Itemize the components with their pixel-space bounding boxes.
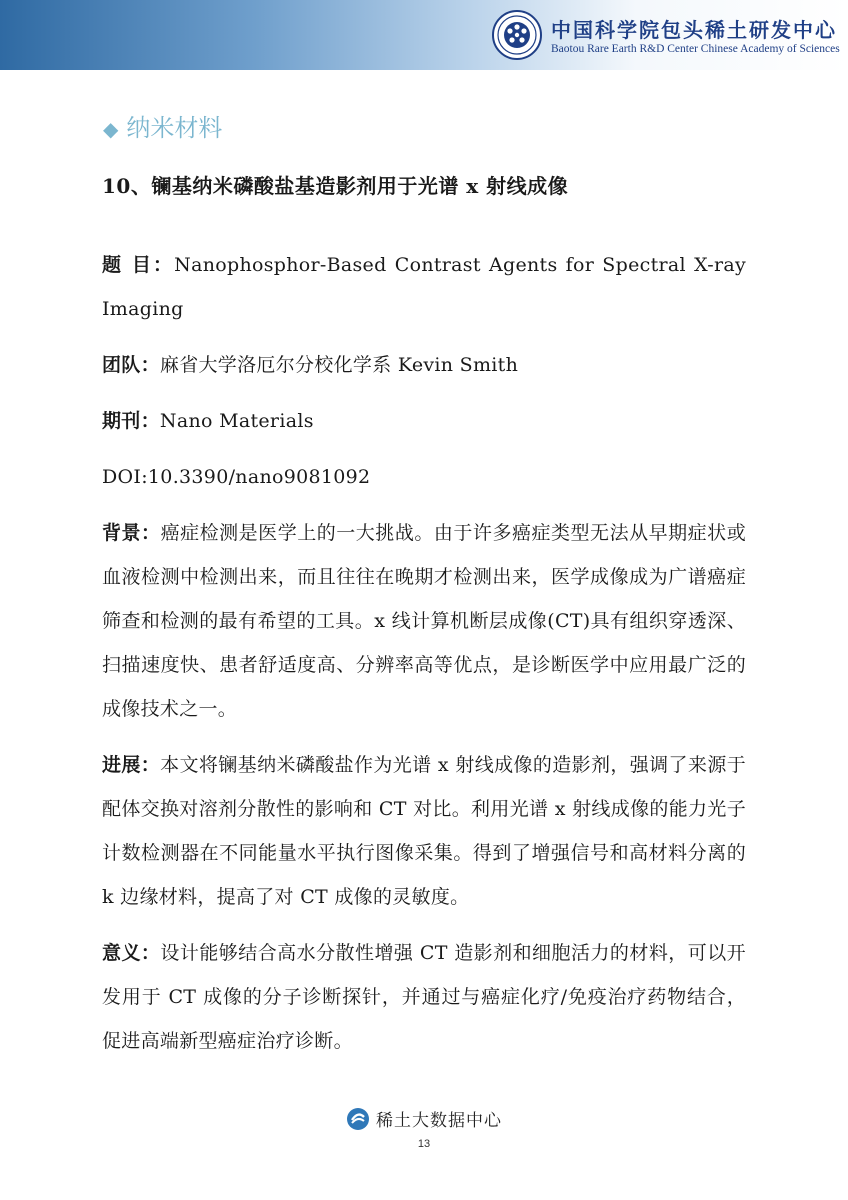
article-title: 10、镧基纳米磷酸盐基造影剂用于光谱 x 射线成像: [102, 174, 569, 198]
background-label: 背景：: [102, 522, 161, 544]
significance-label: 意义：: [102, 942, 161, 964]
journal-value: Nano Materials: [159, 410, 314, 432]
journal-label: 期刊：: [102, 410, 160, 432]
significance-paragraph: [102, 931, 746, 1063]
article-body: [102, 170, 746, 1075]
org-name-chinese: 中国科学院包头稀土研发中心: [551, 18, 837, 42]
diamond-bullet-icon: ◆: [103, 117, 119, 141]
topic-paragraph: [102, 243, 746, 331]
team-label: 团队：: [102, 354, 160, 376]
section-title: 纳米材料: [126, 114, 223, 142]
team-paragraph: [102, 343, 746, 387]
team-value: 麻省大学洛厄尔分校化学系 Kevin Smith: [159, 354, 519, 376]
background-paragraph: [102, 511, 746, 731]
doi-paragraph: DOI:10.3390/nano9081092: [102, 466, 371, 488]
significance-text: 设计能够结合高水分散性增强 CT 造影剂和细胞活力的材料，可以开发用于 CT 成像的分子诊断探针，并通过与癌症化疗/免疫治疗药物结合，促进高端新型癌症治疗诊断。: [102, 942, 746, 1052]
rare-earth-data-center-logo-icon: [346, 1107, 370, 1131]
section-heading: [103, 108, 222, 143]
progress-paragraph: [102, 743, 746, 919]
footer-text: 稀土大数据中心: [376, 1111, 502, 1131]
topic-label: 题 目：: [102, 254, 175, 276]
topic-value: Nanophosphor-Based Contrast Agents for Spectral X-ray Imaging: [102, 254, 746, 320]
background-text: 癌症检测是医学上的一大挑战。由于许多癌症类型无法从早期症状或血液检测中检测出来，而且往往在晚期才检测出来，医学成像成为广谱癌症筛查和检测的最有希望的工具。x 线计算机断层成像(CT)具有组织穿透深、扫描速度快、患者舒适度高、分辨率高等优点，是诊断医学中应用最广泛的成像技术之一。: [102, 522, 746, 720]
org-name-english: Baotou Rare Earth R&D Center Chinese Academy of Sciences: [551, 43, 840, 55]
page-number: 13: [417, 1138, 431, 1150]
progress-label: 进展：: [102, 754, 161, 776]
footer: [0, 1106, 848, 1131]
cas-logo-icon: [492, 10, 542, 60]
progress-text: 本文将镧基纳米磷酸盐作为光谱 x 射线成像的造影剂，强调了来源于配体交换对溶剂分散性的影响和 CT 对比。利用光谱 x 射线成像的能力光子计数检测器在不同能量水平执行图像采集。得到了增强信号和高材料分离的 k 边缘材料，提高了对 CT 成像的灵敏度。: [102, 754, 746, 908]
journal-paragraph: [102, 399, 746, 443]
